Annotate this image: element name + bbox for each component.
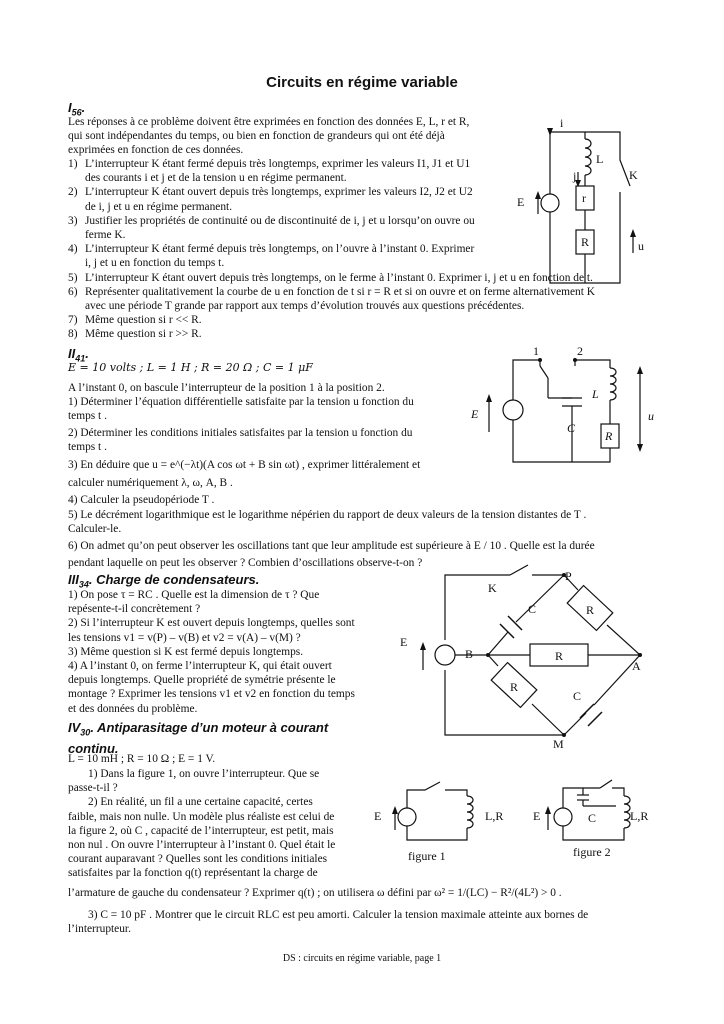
section-1-heading: $I_{56}$.	[68, 100, 86, 118]
fig3-label-C-bottom: C	[573, 689, 582, 703]
question-item: 2) L’interrupteur K étant ouvert depuis très longtemps, exprimer les valeurs I2, J2 et U2 de i, j et u en régime permanent.	[68, 186, 473, 213]
text-line: repésente-t-il concrètement ?	[68, 603, 201, 616]
fig3-label-E: E	[400, 635, 408, 649]
question-item: 8) Même question si r >> R.	[68, 328, 202, 341]
text-line: exprimées en fonction de ces données.	[68, 144, 244, 157]
question-item: 3) Justifier les propriétés de continuité ou de discontinuité de i, j et u lorsqu’on ouvre ou ferme K.	[68, 214, 475, 242]
fig3-label-M: M	[553, 737, 564, 751]
text-line: temps t .	[68, 440, 107, 453]
text-line: 5) Le décrément logarithmique est le logarithme népérien du rapport de deux valeurs de la tension distantes de T .	[68, 508, 587, 521]
text-line: satisfaites par la fonction q(t) représentant la charge de	[68, 867, 318, 880]
text-line: 1) Dans la figure 1, on ouvre l’interrupteur. Que se	[88, 768, 320, 780]
text-line: pendant laquelle on peut les observer ? Combien d’oscillations observe-t-on ?	[68, 557, 423, 570]
question-item: 5) L’interrupteur K étant ouvert depuis très longtemps, on le ferme à l’instant 0. Exprimer i, j et u en fonction de t.	[68, 271, 593, 284]
text-line: 4) Calculer la pseudopériode T .	[68, 494, 215, 507]
fig4a-caption: figure 1	[408, 849, 446, 863]
fig1-label-R: R	[581, 235, 590, 249]
fig3-label-A: A	[632, 659, 641, 673]
fig3-label-R-mid: R	[555, 649, 564, 663]
text-line: la figure 2, où C , capacité de l’interrupteur, est petit, mais	[68, 824, 334, 837]
fig3-label-C-top: C	[528, 602, 537, 616]
fig4b-label-LR: L,R	[630, 809, 649, 823]
question-item: 6) Représenter qualitativement la courbe de u en fonction de t si r = R et si on ouvre et on ferme alternativement K avec une période T grande par rapport aux temps d’évolution trouvés aux questions précédentes.	[68, 285, 595, 313]
text-line: 3) En déduire que u = e^(−λt)(A cos ωt + B sin ωt) , exprimer littéralement et	[68, 459, 421, 472]
section-3-heading: $III_{34}$. Charge de condensateurs.	[68, 572, 260, 590]
fig4b-caption: figure 2	[573, 845, 611, 859]
fig3-label-B: B	[465, 647, 474, 661]
fig3-label-R-bottom: R	[510, 680, 519, 694]
text-line: 2) En réalité, un fil a une certaine capacité, certes	[88, 796, 313, 809]
question-item: 7) Même question si r << R.	[68, 314, 202, 327]
text-line: 1) Déterminer l’équation différentielle satisfaite par la tension u fonction du	[68, 396, 414, 409]
fig3-label-K: K	[488, 581, 497, 595]
text-line: et des données du problème.	[68, 702, 198, 715]
text-line: 3) Même question si K est fermé depuis longtemps.	[68, 645, 304, 658]
fig2-label-E: E	[471, 407, 479, 421]
text-line: Calculer-le.	[68, 522, 122, 535]
text-line: 2) Déterminer les conditions initiales satisfaites par la tension u fonction du	[68, 426, 413, 439]
text-line: depuis longtemps. Quelle propriété de symétrie présente le	[68, 674, 336, 687]
fig3-label-P: P	[565, 569, 572, 583]
text-line: 4) A l’instant 0, on ferme l’interrupteur K, qui était ouvert	[68, 660, 332, 673]
question-item: 4) L’interrupteur K étant fermé depuis très longtemps, on l’ouvre à l’instant 0. Exprimer i, j et u en fonction du temps t.	[68, 243, 475, 270]
fig1-label-j: j	[573, 169, 577, 183]
text-line: 2) Si l’interrupteur K est ouvert depuis longtemps, quelles sont	[68, 617, 355, 630]
section-2-data: E = 10 volts ; L = 1 H ; R = 20 Ω ; C = 1 μF	[68, 361, 313, 374]
fig3-label-R-top: R	[586, 603, 595, 617]
text-line: calculer numériquement λ, ω, A, B .	[68, 477, 233, 490]
question-item: 1) L’interrupteur K étant fermé depuis très longtemps, exprimer les valeurs I1, J1 et U1 des courants i et j et de la tension u en régime permanent.	[68, 158, 471, 185]
text-line: les tensions v1 = v(P) – v(B) et v2 = v(A) – v(M) ?	[68, 631, 301, 644]
text-line: 1) On pose τ = RC . Quelle est la dimension de τ ? Que	[68, 589, 320, 601]
section-4-omega-line: l’armature de gauche du condensateur ? Exprimer q(t) ; on utilisera ω défini par ω² = 1/(LC) − R²/(4L²) > 0 .	[68, 887, 562, 899]
fig1-label-K: K	[629, 168, 638, 182]
fig2-label-L: L	[592, 387, 599, 401]
fig2-label-2: 2	[577, 344, 583, 358]
text-line: 3) C = 10 pF . Montrer que le circuit RLC est peu amorti. Calculer la tension maximale atteinte aux bornes de	[88, 909, 589, 921]
text-line: l’interrupteur.	[68, 923, 131, 936]
fig4a-label-LR: L,R	[485, 809, 504, 823]
fig4b-label-C: C	[588, 811, 597, 825]
fig1-label-u: u	[638, 239, 644, 253]
fig2-label-R: R	[605, 429, 613, 443]
text-line: A l’instant 0, on bascule l’interrupteur de la position 1 à la position 2.	[68, 382, 385, 394]
fig2-label-u: u	[648, 409, 654, 423]
fig1-label-E: E	[517, 195, 525, 209]
text-line: 6) On admet qu’on peut observer les oscillations tant que leur amplitude est supérieure à E / 10 . Quelle est la durée	[68, 540, 595, 553]
section-4-heading: $IV_{30}$. Antiparasitage d’un moteur à courant continu.	[68, 720, 329, 756]
fig1-label-L: L	[596, 152, 604, 166]
text-line: qui sont indépendantes du temps, ou bien en fonction de grandeurs qui ont été déjà	[68, 130, 445, 143]
fig4a-label-E: E	[374, 809, 382, 823]
text-line: courant auparavant ? Quelles sont les conditions initiales	[68, 853, 328, 866]
text-line: Les réponses à ce problème doivent être exprimées en fonction des données E, L, r et R,	[68, 116, 470, 128]
text-line: temps t .	[68, 410, 107, 423]
text-line: non nul . On ouvre l’interrupteur à l’instant 0. Quel était le	[68, 839, 336, 852]
fig2-label-C: C	[567, 421, 576, 435]
page-footer: DS : circuits en régime variable, page 1	[282, 953, 442, 964]
fig1-label-i: i	[560, 116, 564, 130]
fig4b-label-E: E	[533, 809, 541, 823]
text-line: montage ? Exprimer les tensions v1 et v2 en fonction du temps	[68, 688, 355, 701]
page-title: Circuits en régime variable	[266, 74, 458, 91]
fig2-label-1: 1	[533, 344, 539, 358]
text-line: faible, mais non nulle. Un modèle plus réaliste est celui de	[68, 810, 335, 823]
fig1-label-r: r	[582, 191, 586, 205]
section-4-data: L = 10 mH ; R = 10 Ω ; E = 1 V.	[68, 753, 216, 765]
section-2-heading: $II_{41}$.	[68, 346, 89, 364]
text-line: passe-t-il ?	[68, 782, 118, 795]
